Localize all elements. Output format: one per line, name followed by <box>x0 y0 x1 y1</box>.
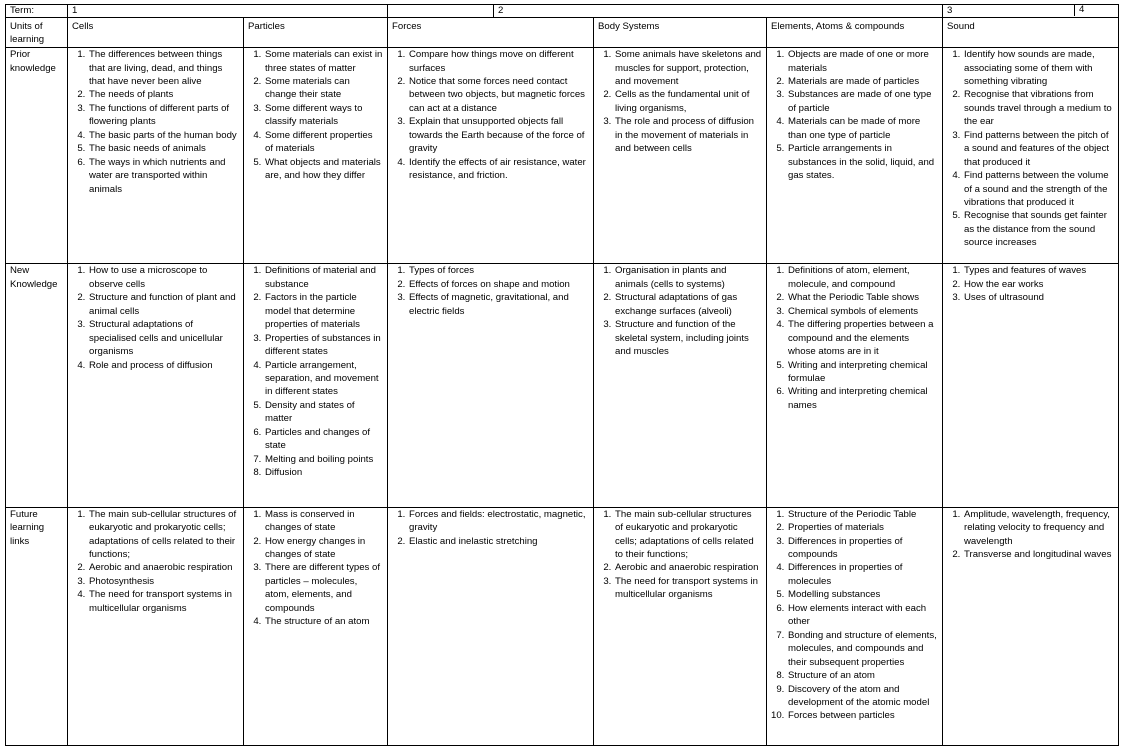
list-item: 2. Aerobic and anaerobic respiration <box>88 561 239 574</box>
list-item: 4. Materials can be made of more than one type of particle <box>787 115 938 142</box>
list-item: 3. The need for transport systems in multicellular organisms <box>614 575 762 602</box>
list-item: 1. Objects are made of one or more materials <box>787 48 938 75</box>
new-particles-list <box>248 264 383 479</box>
prior-body-systems-cell <box>594 48 767 264</box>
new-body-systems-list <box>598 264 762 358</box>
units-of-learning-label: Units of learning <box>6 18 68 48</box>
list-item: 7. Bonding and structure of elements, molecules, and compounds and their subsequent properties <box>787 629 938 669</box>
new-cells-cell <box>68 264 244 507</box>
prior-knowledge-row <box>6 48 1119 264</box>
list-item: 2. Properties of materials <box>787 521 938 534</box>
list-item: 3. There are different types of particles – molecules, atom, elements, and compounds <box>264 561 383 615</box>
list-item: 4. Find patterns between the volume of a sound and the strength of the vibrations that produced it <box>963 169 1114 209</box>
term-2-cell <box>388 5 943 18</box>
future-sound-list <box>947 508 1114 562</box>
unit-header-forces: Forces <box>388 18 594 48</box>
row-label-prior: Prior knowledge <box>6 48 68 264</box>
list-item: 2. What the Periodic Table shows <box>787 291 938 304</box>
list-item: 6. Particles and changes of state <box>264 426 383 453</box>
list-item: 7. Melting and boiling points <box>264 453 383 466</box>
list-item: 6. How elements interact with each other <box>787 602 938 629</box>
list-item: 2. Structural adaptations of gas exchange surfaces (alveoli) <box>614 291 762 318</box>
list-item: 3. Structure and function of the skeletal system, including joints and muscles <box>614 318 762 358</box>
term-1: 1 <box>68 5 388 18</box>
list-item: 9. Discovery of the atom and development of the atomic model <box>787 683 938 710</box>
unit-header-body-systems: Body Systems <box>594 18 767 48</box>
future-particles-list <box>248 508 383 629</box>
list-item: 2. The needs of plants <box>88 88 239 101</box>
list-item: 3. Uses of ultrasound <box>963 291 1114 304</box>
list-item: 2. Cells as the fundamental unit of living organisms, <box>614 88 762 115</box>
list-item: 2. Transverse and longitudinal waves <box>963 548 1114 561</box>
future-elements-list <box>771 508 938 723</box>
term-4-box <box>1074 4 1117 16</box>
new-cells-list <box>72 264 239 372</box>
prior-body-systems-list <box>598 48 762 156</box>
prior-cells-cell <box>68 48 244 264</box>
list-item: 2. How the ear works <box>963 278 1114 291</box>
term-3: 3 <box>947 5 953 16</box>
list-item: 5. The basic needs of animals <box>88 142 239 155</box>
row-label-future: Future learning links <box>6 507 68 745</box>
list-item: 2. How energy changes in changes of state <box>264 535 383 562</box>
list-item: 1. Organisation in plants and animals (cells to systems) <box>614 264 762 291</box>
list-item: 4. Identify the effects of air resistance, water resistance, and friction. <box>408 156 589 183</box>
unit-header-sound: Sound <box>943 18 1119 48</box>
list-item: 4. Particle arrangement, separation, and movement in different states <box>264 359 383 399</box>
list-item: 1. Compare how things move on different surfaces <box>408 48 589 75</box>
future-forces-list <box>392 508 589 548</box>
unit-header-elements: Elements, Atoms & compounds <box>767 18 943 48</box>
prior-forces-cell <box>388 48 594 264</box>
list-item: 2. Materials are made of particles <box>787 75 938 88</box>
list-item: 3. The role and process of diffusion in the movement of materials in and between cells <box>614 115 762 155</box>
list-item: 2. Recognise that vibrations from sounds travel through a medium to the ear <box>963 88 1114 128</box>
list-item: 3. Photosynthesis <box>88 575 239 588</box>
list-item: 1. The main sub-cellular structures of eukaryotic and prokaryotic cells; adaptations of cells related to their functions; <box>88 508 239 562</box>
list-item: 3. Structural adaptations of specialised cells and unicellular organisms <box>88 318 239 358</box>
new-forces-list <box>392 264 589 318</box>
new-elements-cell <box>767 264 943 507</box>
list-item: 4. Differences in properties of molecules <box>787 561 938 588</box>
list-item: 1. Structure of the Periodic Table <box>787 508 938 521</box>
list-item: 8. Diffusion <box>264 466 383 479</box>
list-item: 10. Forces between particles <box>787 709 938 722</box>
unit-header-particles: Particles <box>244 18 388 48</box>
list-item: 1. Identify how sounds are made, associating some of them with something vibrating <box>963 48 1114 88</box>
prior-elements-cell <box>767 48 943 264</box>
future-elements-cell <box>767 507 943 745</box>
list-item: 3. Effects of magnetic, gravitational, and electric fields <box>408 291 589 318</box>
list-item: 2. Some materials can change their state <box>264 75 383 102</box>
list-item: 2. Notice that some forces need contact between two objects, but magnetic forces can act at a distance <box>408 75 589 115</box>
list-item: 1. How to use a microscope to observe cells <box>88 264 239 291</box>
list-item: 1. Definitions of atom, element, molecule, and compound <box>787 264 938 291</box>
unit-header-cells: Cells <box>68 18 244 48</box>
future-cells-list <box>72 508 239 616</box>
new-particles-cell <box>244 264 388 507</box>
future-body-systems-list <box>598 508 762 602</box>
new-sound-cell <box>943 264 1119 507</box>
list-item: 1. Some animals have skeletons and muscles for support, protection, and movement <box>614 48 762 88</box>
list-item: 1. Definitions of material and substance <box>264 264 383 291</box>
new-elements-list <box>771 264 938 412</box>
term-row <box>6 5 1119 18</box>
term-4: 4 <box>1079 4 1085 15</box>
list-item: 3. Differences in properties of compounds <box>787 535 938 562</box>
list-item: 3. Properties of substances in different states <box>264 332 383 359</box>
units-header-row <box>6 18 1119 48</box>
list-item: 3. Some different ways to classify materials <box>264 102 383 129</box>
prior-forces-list <box>392 48 589 183</box>
list-item: 1. Types and features of waves <box>963 264 1114 277</box>
list-item: 5. What objects and materials are, and how they differ <box>264 156 383 183</box>
list-item: 3. Find patterns between the pitch of a sound and features of the object that produced it <box>963 129 1114 169</box>
list-item: 1. Amplitude, wavelength, frequency, relating velocity to frequency and wavelength <box>963 508 1114 548</box>
list-item: 6. Writing and interpreting chemical names <box>787 385 938 412</box>
list-item: 4. The structure of an atom <box>264 615 383 628</box>
row-label-new: New Knowledge <box>6 264 68 507</box>
prior-cells-list <box>72 48 239 196</box>
list-item: 4. The need for transport systems in multicellular organisms <box>88 588 239 615</box>
list-item: 2. Factors in the particle model that determine properties of materials <box>264 291 383 331</box>
list-item: 5. Particle arrangements in substances in the solid, liquid, and gas states. <box>787 142 938 182</box>
future-body-systems-cell <box>594 507 767 745</box>
new-body-systems-cell <box>594 264 767 507</box>
list-item: 5. Modelling substances <box>787 588 938 601</box>
list-item: 4. Some different properties of materials <box>264 129 383 156</box>
list-item: 5. Writing and interpreting chemical formulae <box>787 359 938 386</box>
list-item: 3. Chemical symbols of elements <box>787 305 938 318</box>
list-item: 2. Elastic and inelastic stretching <box>408 535 589 548</box>
list-item: 2. Effects of forces on shape and motion <box>408 278 589 291</box>
list-item: 4. The differing properties between a compound and the elements whose atoms are in it <box>787 318 938 358</box>
list-item: 5. Density and states of matter <box>264 399 383 426</box>
future-forces-cell <box>388 507 594 745</box>
term-label: Term: <box>6 5 68 18</box>
list-item: 1. The main sub-cellular structures of eukaryotic and prokaryotic cells; adaptations of cells related to their functions; <box>614 508 762 562</box>
list-item: 5. Recognise that sounds get fainter as the distance from the sound source increases <box>963 209 1114 249</box>
prior-sound-cell <box>943 48 1119 264</box>
list-item: 3. Explain that unsupported objects fall towards the Earth because of the force of gravity <box>408 115 589 155</box>
prior-sound-list <box>947 48 1114 250</box>
list-item: 2. Aerobic and anaerobic respiration <box>614 561 762 574</box>
list-item: 1. Forces and fields: electrostatic, magnetic, gravity <box>408 508 589 535</box>
list-item: 1. Mass is conserved in changes of state <box>264 508 383 535</box>
prior-particles-list <box>248 48 383 183</box>
future-particles-cell <box>244 507 388 745</box>
list-item: 1. The differences between things that are living, dead, and things that have never been alive <box>88 48 239 88</box>
list-item: 1. Types of forces <box>408 264 589 277</box>
future-cells-cell <box>68 507 244 745</box>
list-item: 8. Structure of an atom <box>787 669 938 682</box>
prior-elements-list <box>771 48 938 183</box>
list-item: 4. The basic parts of the human body <box>88 129 239 142</box>
term-2: 2 <box>493 5 942 17</box>
new-forces-cell <box>388 264 594 507</box>
curriculum-grid <box>5 4 1119 746</box>
list-item: 6. The ways in which nutrients and water are transported within animals <box>88 156 239 196</box>
new-sound-list <box>947 264 1114 304</box>
list-item: 3. The functions of different parts of flowering plants <box>88 102 239 129</box>
future-learning-row <box>6 507 1119 745</box>
list-item: 4. Role and process of diffusion <box>88 359 239 372</box>
list-item: 1. Some materials can exist in three states of matter <box>264 48 383 75</box>
prior-particles-cell <box>244 48 388 264</box>
future-sound-cell <box>943 507 1119 745</box>
list-item: 3. Substances are made of one type of particle <box>787 88 938 115</box>
new-knowledge-row <box>6 264 1119 507</box>
list-item: 2. Structure and function of plant and animal cells <box>88 291 239 318</box>
